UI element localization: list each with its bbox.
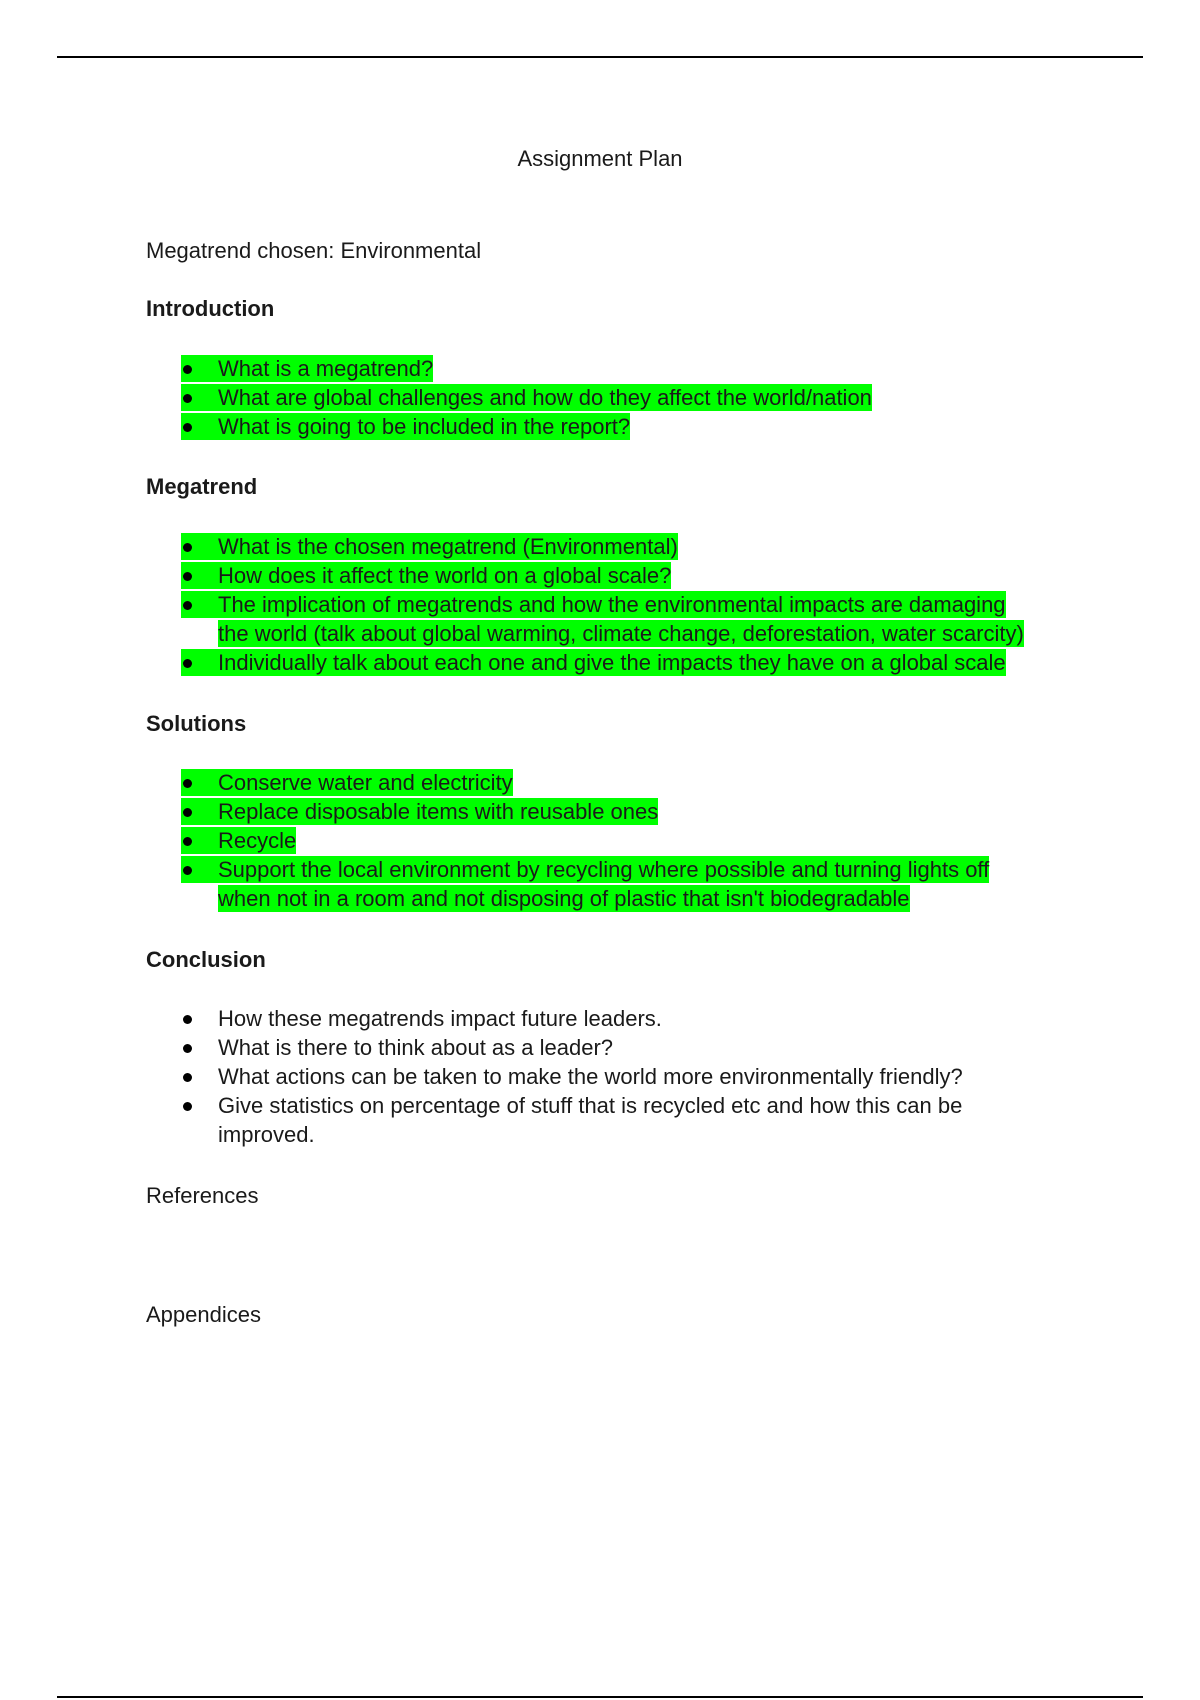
bullet-icon <box>183 779 192 788</box>
list-item: The implication of megatrends and how the environmental impacts are damaging <box>146 590 1066 619</box>
introduction-list <box>146 354 1066 441</box>
list-item-continuation: when not in a room and not disposing of plastic that isn't biodegradable <box>218 886 910 911</box>
bullet-icon <box>183 543 192 552</box>
bullet-icon <box>183 423 192 432</box>
header-rule <box>57 56 1143 58</box>
list-item: What is there to think about as a leader? <box>146 1033 1066 1062</box>
solutions-list <box>146 768 1066 913</box>
conclusion-heading: Conclusion <box>146 947 266 972</box>
list-item: How does it affect the world on a global scale? <box>146 561 1066 590</box>
bullet-icon <box>183 808 192 817</box>
list-item: What actions can be taken to make the world more environmentally friendly? <box>146 1062 1066 1091</box>
list-item-continuation: the world (talk about global warming, climate change, deforestation, water scarcity) <box>218 621 1024 646</box>
footer-rule <box>57 1696 1143 1698</box>
list-item: What is the chosen megatrend (Environmental) <box>146 532 1066 561</box>
bullet-icon <box>183 866 192 875</box>
list-item: Recycle <box>146 826 1066 855</box>
bullet-icon <box>183 365 192 374</box>
introduction-heading: Introduction <box>146 296 275 321</box>
list-item: Replace disposable items with reusable ones <box>146 797 1066 826</box>
conclusion-list <box>146 1004 1066 1149</box>
bullet-icon <box>183 601 192 610</box>
bullet-icon <box>183 394 192 403</box>
list-item: What is going to be included in the report? <box>146 412 1066 441</box>
bullet-icon <box>183 659 192 668</box>
bullet-icon <box>183 1073 192 1082</box>
list-item: Support the local environment by recycling where possible and turning lights off <box>146 855 1066 884</box>
appendices-label: Appendices <box>146 1302 261 1327</box>
list-item: Individually talk about each one and give the impacts they have on a global scale <box>146 648 1066 677</box>
list-item: Conserve water and electricity <box>146 768 1066 797</box>
page-title: Assignment Plan <box>517 146 683 171</box>
list-item: Give statistics on percentage of stuff that is recycled etc and how this can be <box>146 1091 1066 1120</box>
megatrend-list <box>146 532 1066 677</box>
megatrend-heading: Megatrend <box>146 474 258 499</box>
solutions-heading: Solutions <box>146 711 247 736</box>
references-label: References <box>146 1183 259 1208</box>
bullet-icon <box>183 837 192 846</box>
list-item: How these megatrends impact future leaders. <box>146 1004 1066 1033</box>
megatrend-chosen-line: Megatrend chosen: Environmental <box>146 238 482 263</box>
list-item: What is a megatrend? <box>146 354 1066 383</box>
bullet-icon <box>183 572 192 581</box>
bullet-icon <box>183 1102 192 1111</box>
bullet-icon <box>183 1044 192 1053</box>
list-item-continuation: improved. <box>218 1122 315 1147</box>
bullet-icon <box>183 1015 192 1024</box>
list-item: What are global challenges and how do they affect the world/nation <box>146 383 1066 412</box>
